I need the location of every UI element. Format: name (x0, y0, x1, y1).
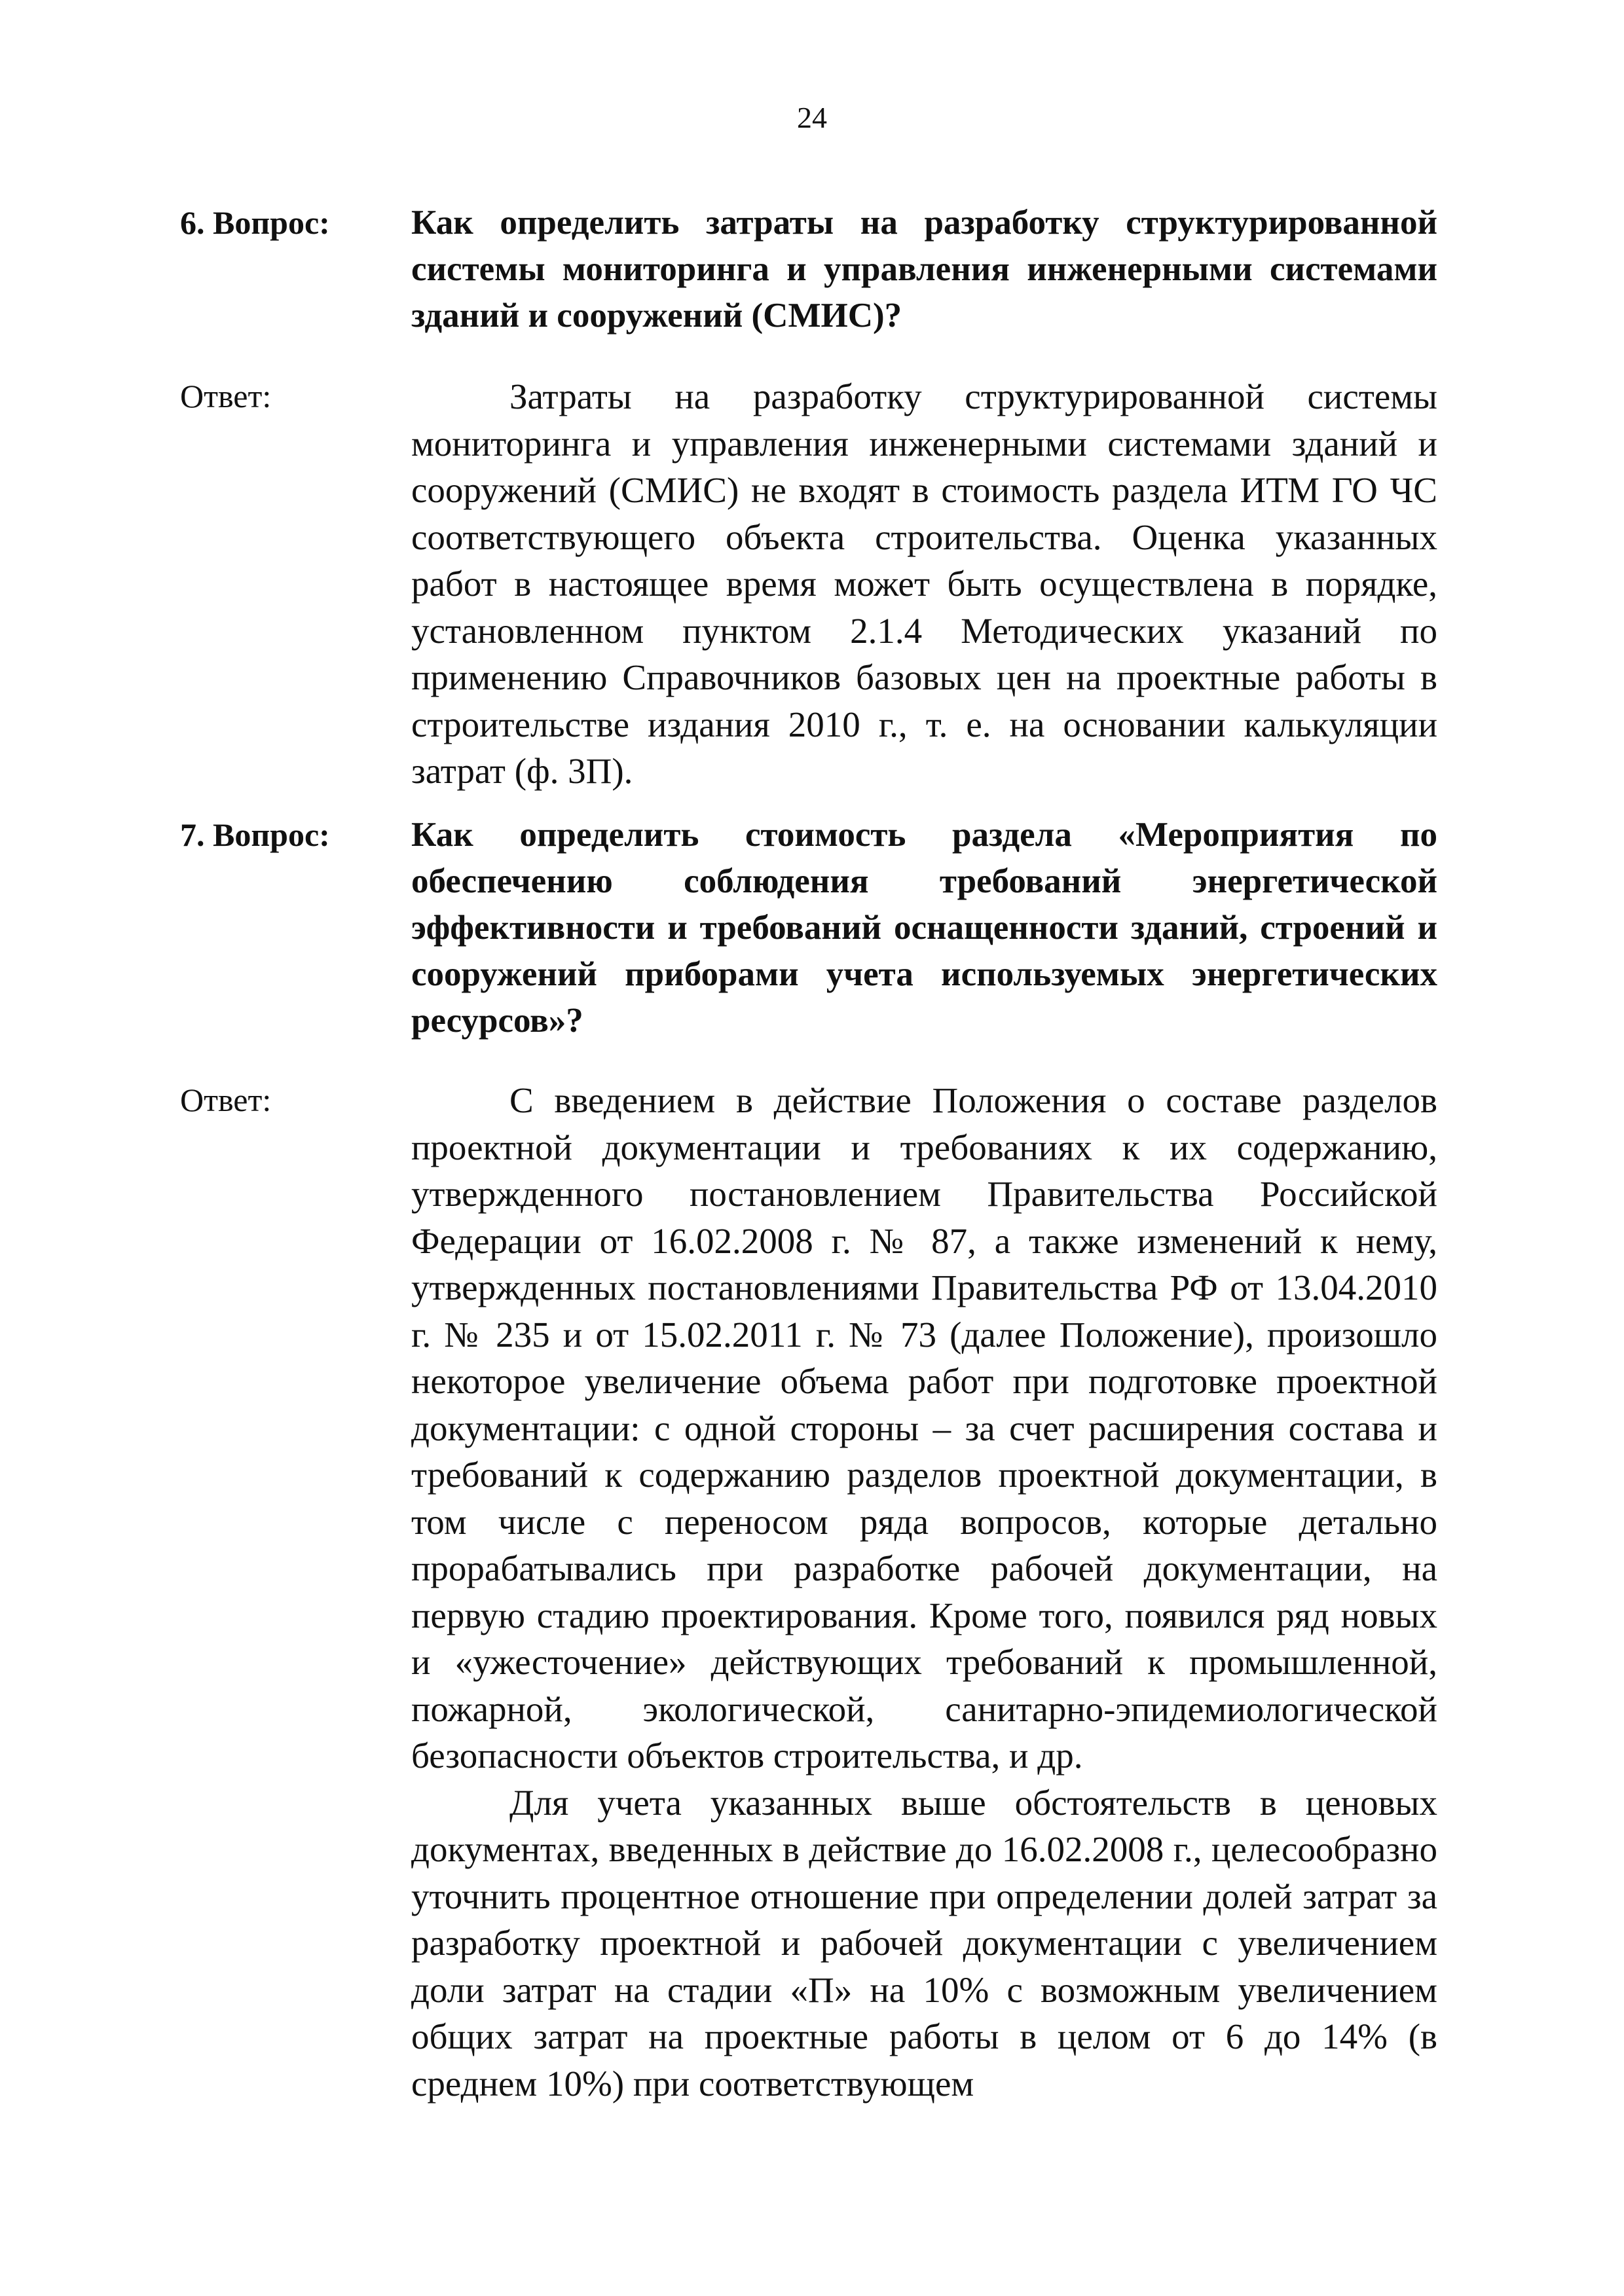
page-number: 24 (797, 101, 827, 134)
question-6-label: 6. Вопрос: (180, 204, 330, 241)
question-7-text: Как определить стоимость раздела «Мероприятия по обеспечению соблюдения требований энергетической эффективности и требований оснащенности зданий, строений и сооружений приборами учета используемых энергетических ресурсов»? (411, 816, 1437, 1040)
answer-6-label: Ответ: (180, 378, 272, 414)
question-6-text: Как определить затраты на разработку структурированной системы мониторинга и управления инженерными системами зданий и сооружений (СМИС)? (411, 204, 1437, 335)
answer-7-paragraph-2: Для учета указанных выше обстоятельств в ценовых документах, введенных в действие до 16.02.2008 г., целесообразно уточнить процентное отношение при определении долей затрат за разработку проектной и рабочей документации с увеличением доли затрат на стадии «П» на 10% с возможным увеличением общих затрат на проектные работы в целом от 6 до 14% (в среднем 10%) при соответствующем (411, 1782, 1437, 2104)
answer-6-body (411, 373, 1437, 795)
question-7-label: 7. Вопрос: (180, 816, 330, 853)
answer-7-body (411, 1077, 1437, 2107)
answer-6-paragraph: Затраты на разработку структурированной системы мониторинга и управления инженерными системами зданий и сооружений (СМИС) не входят в стоимость раздела ИТМ ГО ЧС соответствующего объекта строительства. Оценка указанных работ в настоящее время может быть осуществлена в порядке, установленном пунктом 2.1.4 Методических указаний по применению Справочников базовых цен на проектные работы в строительстве издания 2010 г., т. е. на основании калькуляции затрат (ф. 3П). (411, 376, 1437, 791)
answer-7-label: Ответ: (180, 1082, 272, 1118)
answer-7-paragraph-1: С введением в действие Положения о составе разделов проектной документации и требованиях к их содержанию, утвержденного постановлением Правительства Российской Федерации от 16.02.2008 г. № 87, а также изменений к нему, утвержденных постановлениями Правительства РФ от 13.04.2010 г. № 235 и от 15.02.2011 г. № 73 (далее Положение), произошло некоторое увеличение объема работ при подготовке проектной документации: с одной стороны – за счет расширения состава и требований к содержанию разделов проектной документации, в том числе с переносом ряда вопросов, которые детально прорабатывались при разработке рабочей документации, на первую стадию проектирования. Кроме того, появился ряд новых и «ужесточение» действующих требований к промышленной, пожарной, экологической, санитарно-эпидемиологической безопасности объектов строительства, и др. (411, 1080, 1437, 1776)
